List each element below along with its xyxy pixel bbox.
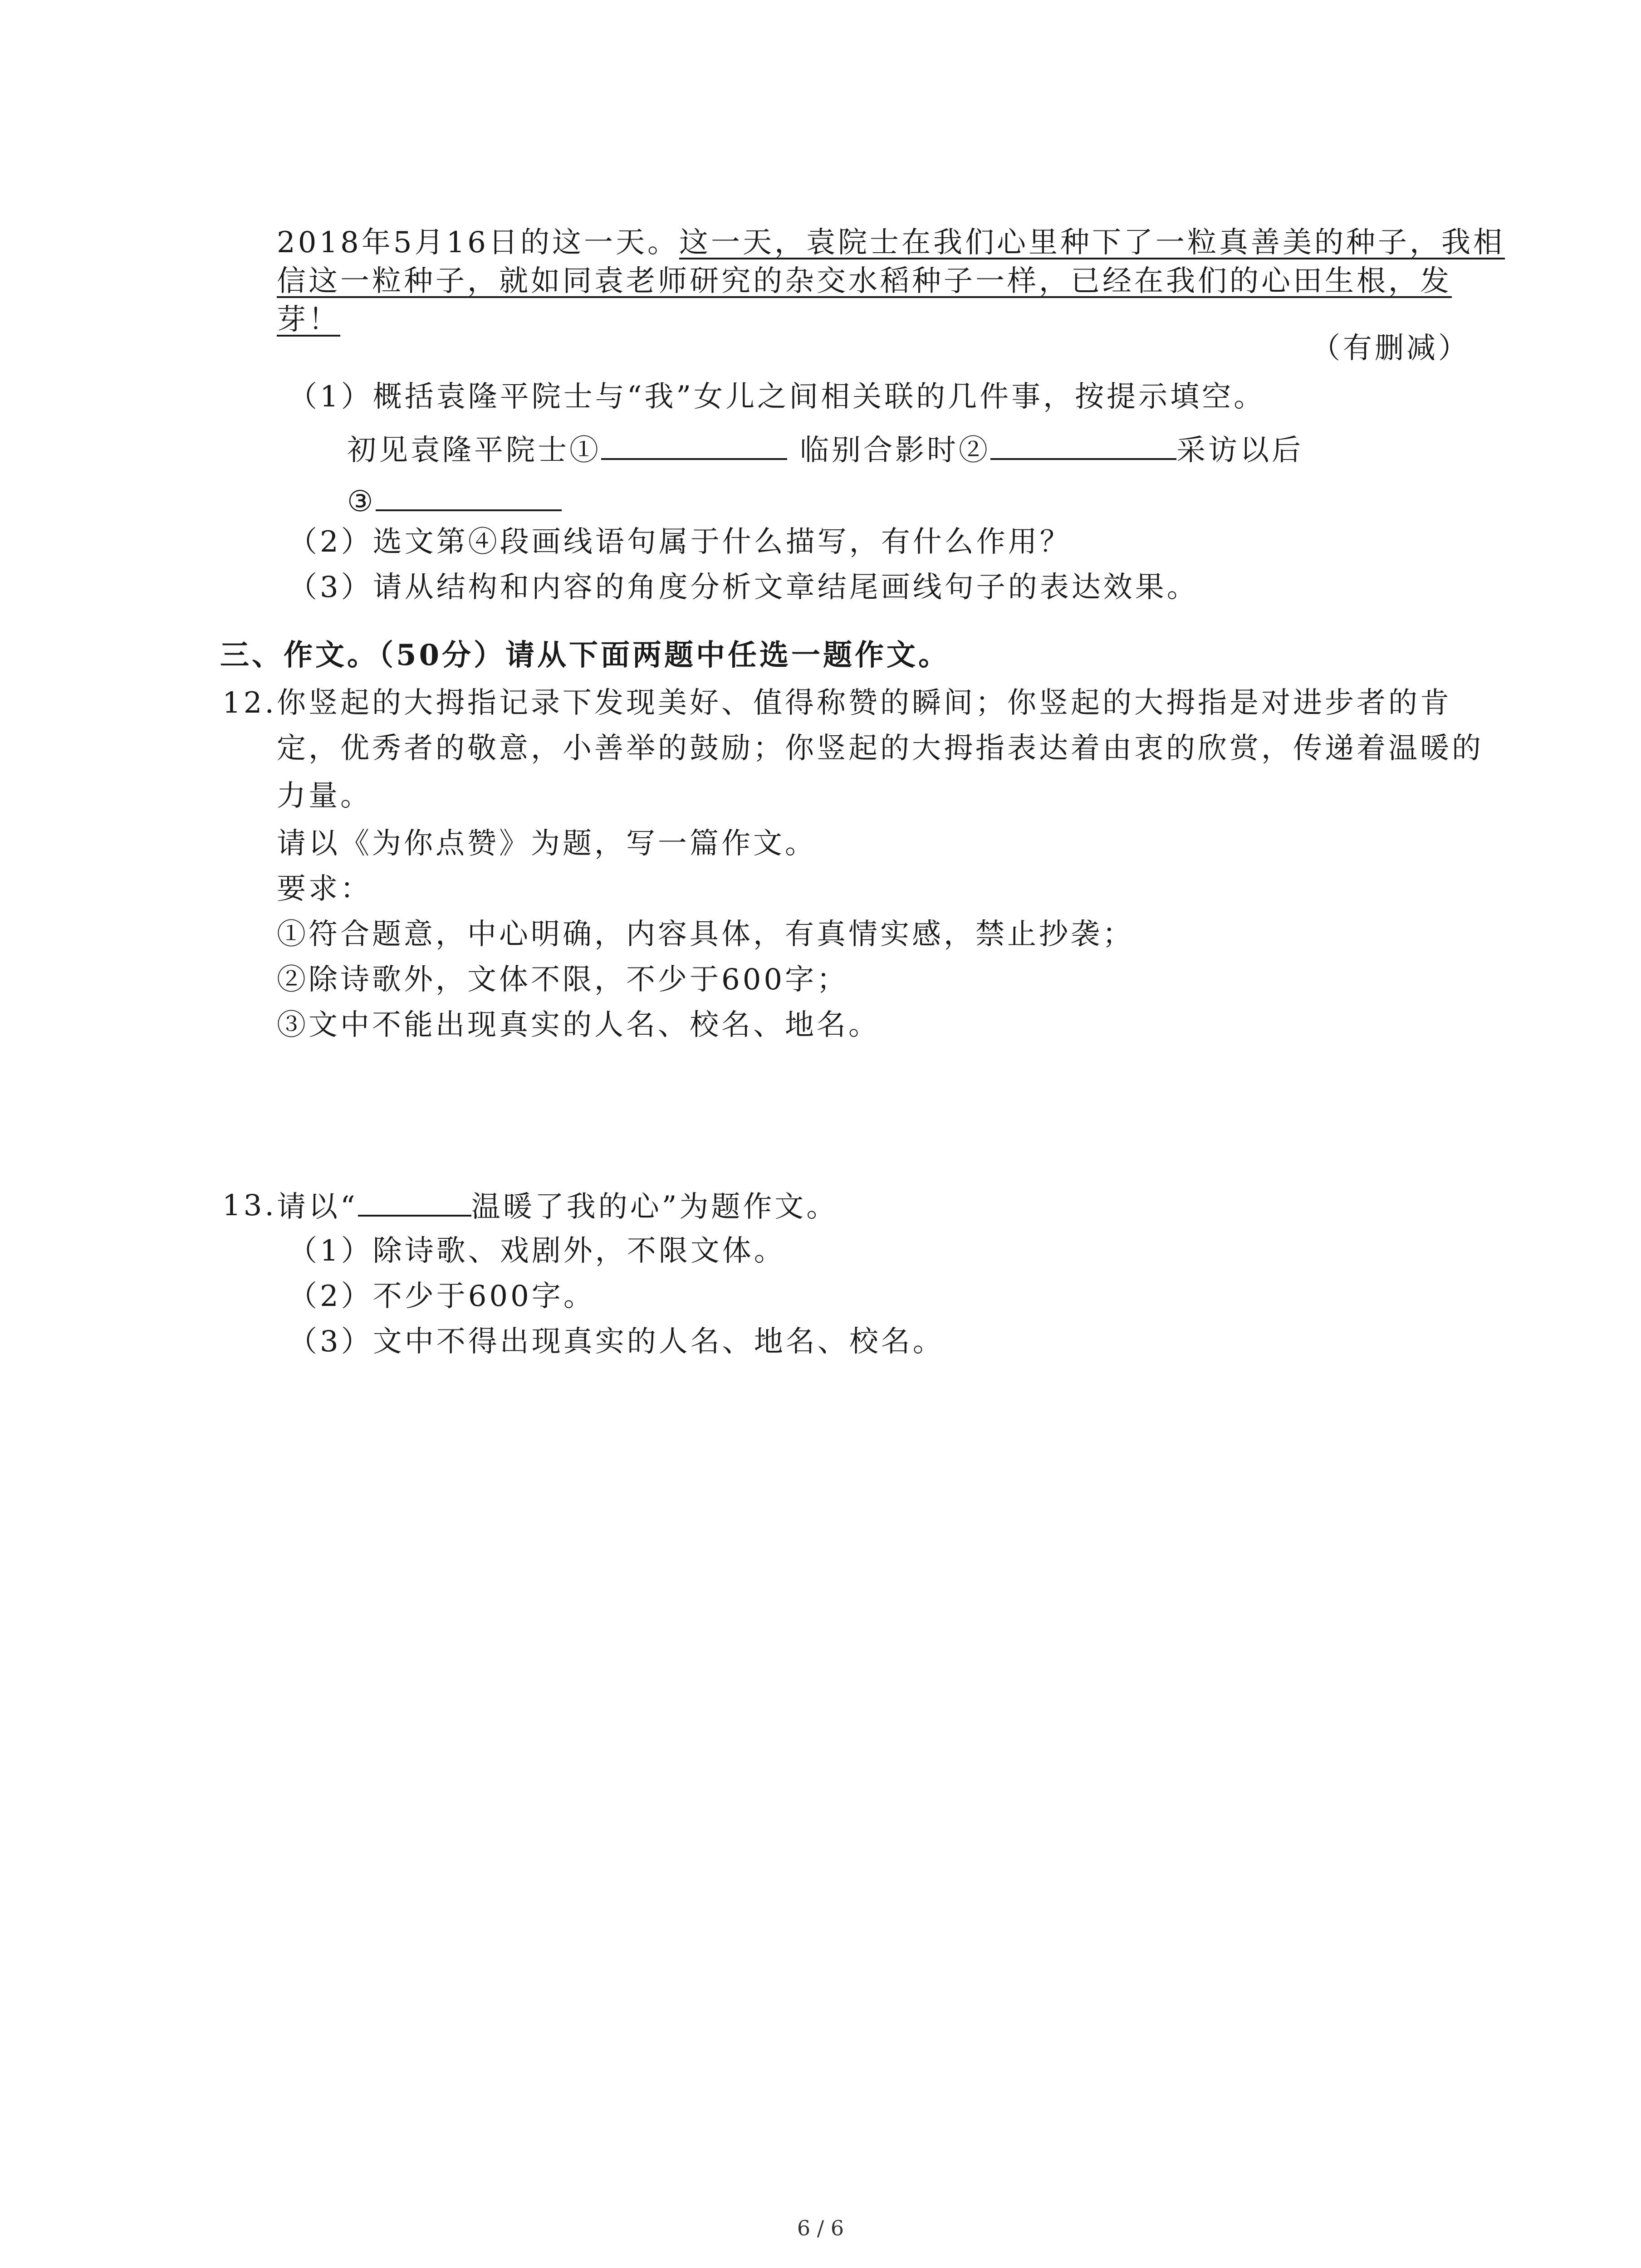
section-heading: 三、作文。（50分）请从下面两题中任选一题作文。	[220, 638, 950, 672]
answer-blank-2[interactable]	[990, 431, 1176, 460]
q13-requirement-1: （1）除诗歌、戏剧外，不限文体。	[288, 1234, 786, 1268]
q13-prompt-end: 温暖了我的心”为题作文。	[471, 1190, 838, 1224]
passage-line-2	[277, 263, 1452, 299]
q12-number: 12.	[222, 686, 277, 720]
q12-requirement-3: ③文中不能出现真实的人名、校名、地名。	[277, 1008, 880, 1042]
q12-paragraph-line-1: 你竖起的大拇指记录下发现美好、值得称赞的瞬间；你竖起的大拇指是对进步者的肯	[277, 686, 1452, 720]
q12-requirement-2: ②除诗歌外，文体不限，不少于600字；	[277, 963, 849, 997]
q12-paragraph-line-2: 定，优秀者的敬意，小善举的鼓励；你竖起的大拇指表达着由衷的欣赏，传递着温暖的	[277, 732, 1484, 765]
q13-prompt-start: 请以“	[277, 1190, 358, 1224]
page-number: 6 / 6	[797, 2216, 844, 2240]
q13-prompt	[277, 1188, 838, 1225]
title-blank[interactable]	[358, 1188, 471, 1217]
passage-date-text: 2018年5月16日的这一天。	[277, 226, 680, 259]
q13-requirement-3: （3）文中不得出现真实的人名、地名、校名。	[288, 1325, 945, 1359]
passage-underlined-text: 信这一粒种子，就如同袁老师研究的杂交水稻种子一样，已经在我们的心田生根，发	[277, 264, 1452, 298]
q13-number: 13.	[222, 1189, 277, 1222]
q11-sub2: （2）选文第④段画线语句属于什么描写，有什么作用？	[288, 525, 1072, 559]
q13-requirement-2: （2）不少于600字。	[288, 1280, 595, 1313]
q11-fill-line	[347, 431, 1303, 469]
answer-blank-3[interactable]	[376, 482, 562, 511]
q11-fill-line-2	[347, 482, 562, 520]
answer-blank-1[interactable]	[601, 431, 787, 460]
fill-label-photo: 临别合影时②	[800, 434, 990, 467]
passage-underlined-text: 芽！	[277, 303, 340, 337]
q12-requirement-1: ①符合题意，中心明确，内容具体，有真情实感，禁止抄袭；	[277, 918, 1134, 951]
fill-label-after-interview: 采访以后	[1176, 434, 1303, 467]
q12-prompt: 请以《为你点赞》为题，写一篇作文。	[277, 827, 817, 860]
q12-requirements-label: 要求：	[277, 872, 372, 906]
source-note: （有删减）	[1311, 332, 1470, 365]
fill-label-first-meet: 初见袁隆平院士①	[347, 434, 601, 467]
q11-sub1: （1）概括袁隆平院士与“我”女儿之间相关联的几件事，按提示填空。	[288, 380, 1266, 414]
q11-sub3: （3）请从结构和内容的角度分析文章结尾画线句子的表达效果。	[288, 571, 1199, 604]
fill-label-third: ③	[347, 485, 376, 518]
q12-paragraph-line-3: 力量。	[277, 779, 372, 813]
passage-line-3	[277, 302, 340, 338]
passage-line-1	[277, 225, 1505, 261]
passage-underlined-text: 这一天，袁院士在我们心里种下了一粒真善美的种子，我相	[679, 226, 1505, 259]
